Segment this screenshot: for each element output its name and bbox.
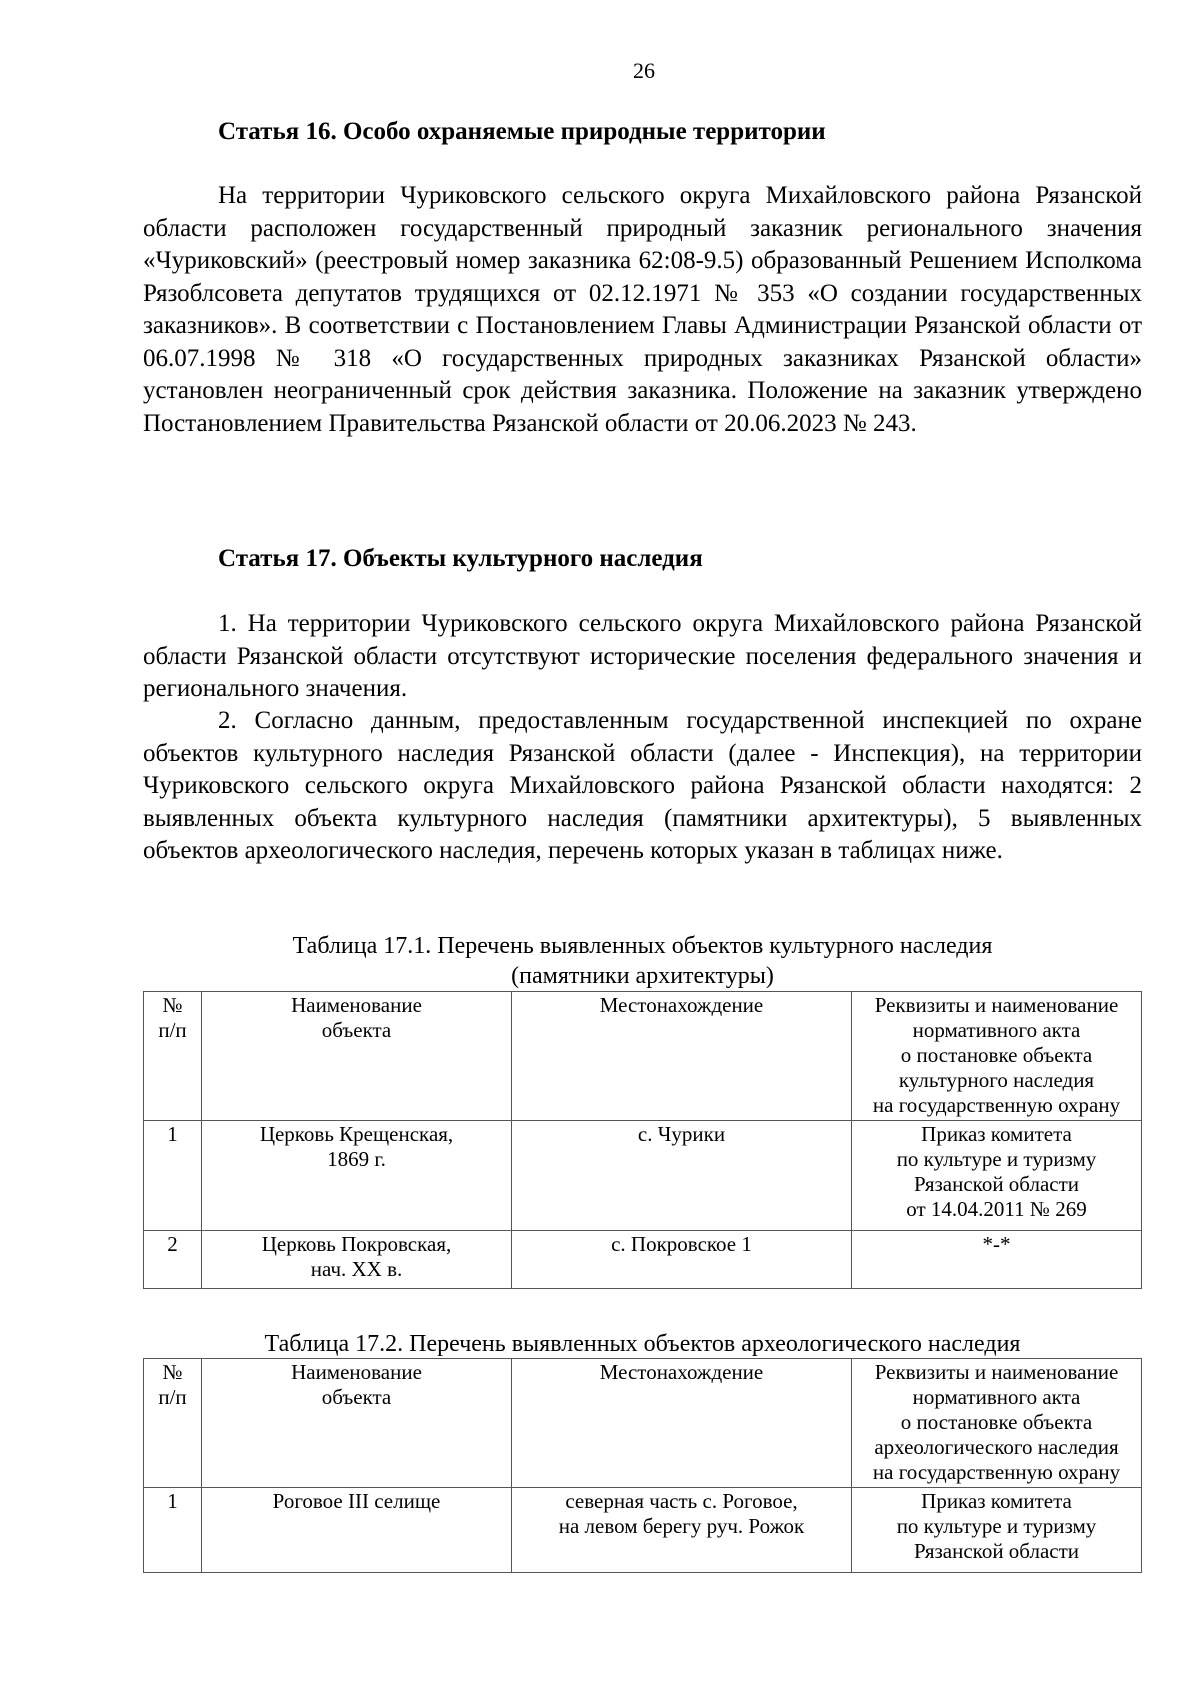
- table-1-caption-line-1: Таблица 17.1. Перечень выявленных объектов культурного наследия: [292, 933, 993, 959]
- table-2-caption-line-1: Таблица 17.2. Перечень выявленных объектов археологического наследия: [264, 1331, 1021, 1357]
- cell-location: с. Чурики: [512, 1121, 852, 1231]
- cell-num: 1: [144, 1121, 202, 1231]
- header-cell-num: № п/п: [144, 992, 202, 1121]
- cell-name: Церковь Крещенская, 1869 г.: [202, 1121, 512, 1231]
- cell-location: с. Покровское 1: [512, 1231, 852, 1289]
- table-1-caption: [143, 931, 1142, 991]
- page-number: 26: [633, 58, 655, 83]
- cell-name: Церковь Покровская, нач. XX в.: [202, 1231, 512, 1289]
- table-architecture-monuments: [143, 991, 1142, 1289]
- header-cell-location: Местонахождение: [512, 1359, 852, 1488]
- table-2-caption: [143, 1329, 1142, 1359]
- table-1-caption-line-2: (памятники архитектуры): [511, 963, 774, 989]
- cell-num: 2: [144, 1231, 202, 1289]
- cell-act: *-*: [852, 1231, 1142, 1289]
- header-cell-name: Наименование объекта: [202, 992, 512, 1121]
- cell-num: 1: [144, 1488, 202, 1573]
- header-cell-location: Местонахождение: [512, 992, 852, 1121]
- article-16-heading: Статья 16. Особо охраняемые природные территории: [218, 118, 826, 145]
- cell-act: Приказ комитета по культуре и туризму Рязанской области: [852, 1488, 1142, 1573]
- table-row: [144, 1121, 1142, 1231]
- article-17-paragraph-2: 2. Согласно данным, предоставленным государственной инспекцией по охране объектов культурного наследия Рязанской области (далее - Инспекция), на территории Чуриковского сельского округа Михайловского района Рязанской области находятся: 2 выявленных объекта культурного наследия (памятники архитектуры), 5 выявленных объектов археологического наследия, перечень которых указан в таблицах ниже.: [143, 707, 1142, 864]
- article-17-paragraph-1: 1. На территории Чуриковского сельского округа Михайловского района Рязанской области Рязанской области отсутствуют исторические поселения федерального значения и регионального значения.: [143, 610, 1142, 702]
- header-cell-name: Наименование объекта: [202, 1359, 512, 1488]
- table-header-row: [144, 1359, 1142, 1488]
- table-row: [144, 1231, 1142, 1289]
- table-header-row: [144, 992, 1142, 1121]
- article-17-heading: Статья 17. Объекты культурного наследия: [218, 545, 703, 572]
- cell-act: Приказ комитета по культуре и туризму Рязанской области от 14.04.2011 № 269: [852, 1121, 1142, 1231]
- table-archaeological-heritage: [143, 1358, 1142, 1573]
- table-row: [144, 1488, 1142, 1573]
- article-16-paragraph: На территории Чуриковского сельского округа Михайловского района Рязанской области расположен государственный природный заказник регионального значения «Чуриковский» (реестровый номер заказника 62:08-9.5) образованный Решением Исполкома Рязоблсовета депутатов трудящихся от 02.12.1971 № 353 «О создании государственных заказников». В соответствии с Постановлением Главы Администрации Рязанской области от 06.07.1998 № 318 «О государственных природных заказниках Рязанской области» установлен неограниченный срок действия заказника. Положение на заказник утверждено Постановлением Правительства Рязанской области от 20.06.2023 № 243.: [143, 182, 1142, 437]
- header-cell-num: № п/п: [144, 1359, 202, 1488]
- header-cell-act: Реквизиты и наименование нормативного акта о постановке объекта археологического наследия на государственную охрану: [852, 1359, 1142, 1488]
- header-cell-act: Реквизиты и наименование нормативного акта о постановке объекта культурного наследия на государственную охрану: [852, 992, 1142, 1121]
- cell-location: северная часть с. Роговое, на левом берегу руч. Рожок: [512, 1488, 852, 1573]
- cell-name: Роговое III селище: [202, 1488, 512, 1573]
